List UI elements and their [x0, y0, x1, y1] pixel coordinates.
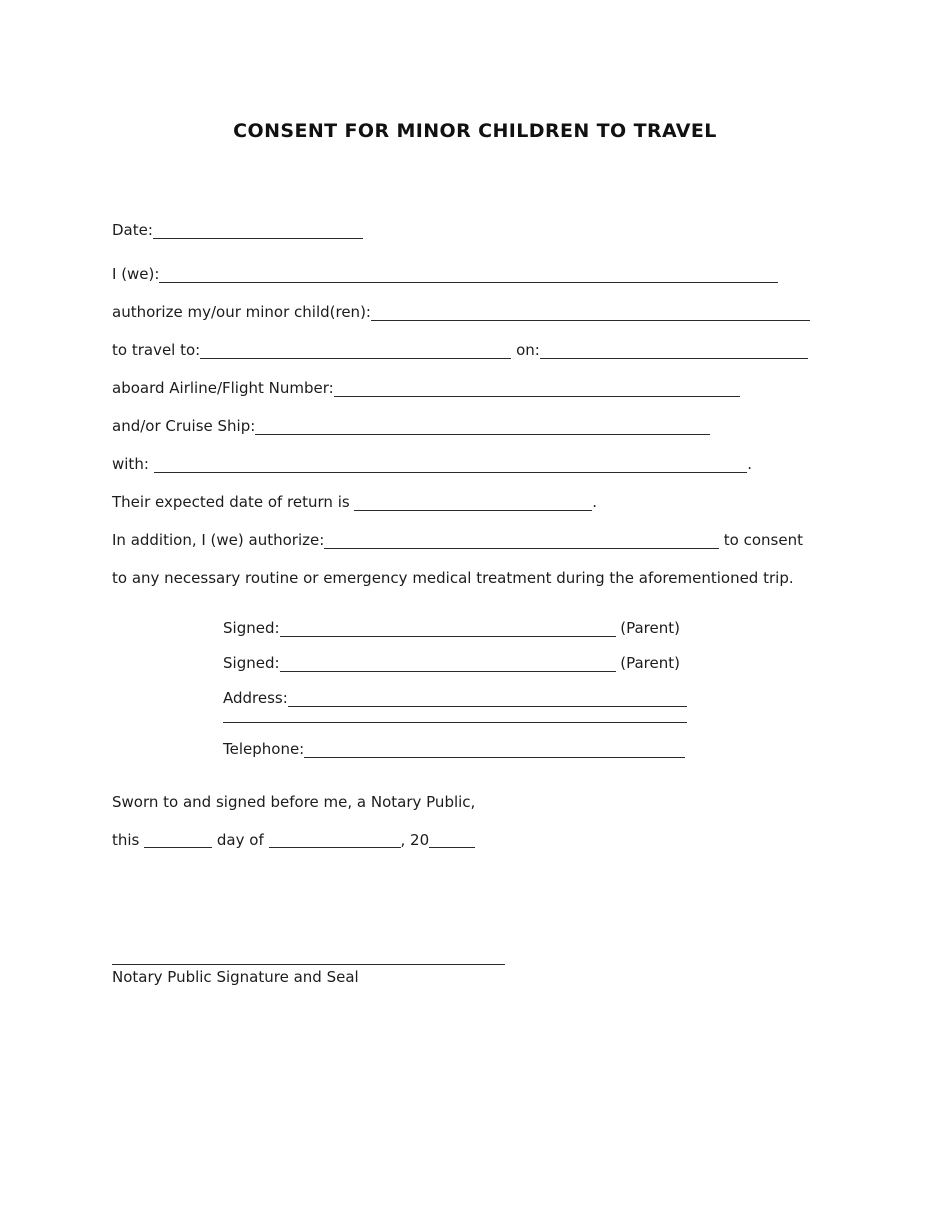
address-blank-field[interactable] — [288, 706, 687, 707]
signed1-label: Signed: — [223, 619, 280, 637]
to-consent-suffix: to consent — [719, 531, 803, 549]
travel-destination-line — [112, 339, 808, 362]
cruise-label: and/or Cruise Ship: — [112, 417, 256, 435]
return-date-line — [112, 491, 597, 514]
notary-date-line — [112, 829, 838, 852]
parent2-signature-blank-field[interactable] — [280, 671, 616, 672]
signed-parent1-line — [223, 617, 680, 640]
airline-blank-field[interactable] — [334, 396, 740, 397]
day-of-label: day of — [212, 831, 269, 849]
cruise-blank-field[interactable] — [255, 434, 710, 435]
signed-parent2-line — [223, 652, 680, 675]
parent-names-line — [112, 263, 778, 286]
form-body — [112, 219, 838, 989]
medical-authorization-line — [112, 529, 803, 552]
signed2-label: Signed: — [223, 654, 280, 672]
signature-block — [223, 617, 838, 761]
telephone-blank-field[interactable] — [304, 757, 685, 758]
parent1-suffix: (Parent) — [615, 619, 680, 637]
date-line — [112, 219, 363, 242]
telephone-label: Telephone: — [223, 740, 305, 758]
this-label: this — [112, 831, 145, 849]
parent-names-blank-field[interactable] — [159, 282, 778, 283]
parent1-signature-blank-field[interactable] — [280, 636, 616, 637]
notary-signature-rule[interactable] — [112, 964, 505, 965]
medical-authorizee-blank-field[interactable] — [324, 548, 719, 549]
destination-blank-field[interactable] — [200, 358, 511, 359]
return-period: . — [592, 493, 597, 511]
authorize-label: In addition, I (we) authorize: — [112, 531, 325, 549]
airline-label: aboard Airline/Flight Number: — [112, 379, 334, 397]
airline-line — [112, 377, 740, 400]
i-we-label: I (we): — [112, 265, 160, 283]
parent2-suffix: (Parent) — [615, 654, 680, 672]
children-blank-field[interactable] — [371, 320, 810, 321]
sworn-statement-text: Sworn to and signed before me, a Notary Public, — [112, 793, 476, 811]
return-date-blank-field[interactable] — [354, 510, 592, 511]
date-blank-field[interactable] — [153, 238, 363, 239]
telephone-line — [223, 738, 685, 761]
travel-date-blank-field[interactable] — [540, 358, 808, 359]
on-label: on: — [511, 341, 540, 359]
document-title: CONSENT FOR MINOR CHILDREN TO TRAVEL — [233, 120, 717, 142]
notary-block — [112, 791, 838, 989]
accompanying-adult-blank-field[interactable] — [154, 472, 748, 473]
address-line — [223, 687, 687, 710]
year-prefix-label: , 20 — [400, 831, 430, 849]
travel-to-label: to travel to: — [112, 341, 201, 359]
accompanying-adult-line — [112, 453, 752, 476]
cruise-line — [112, 415, 710, 438]
with-label: with: — [112, 455, 154, 473]
notary-year-blank-field[interactable] — [429, 837, 475, 848]
with-period: . — [747, 455, 752, 473]
address-label: Address: — [223, 689, 288, 707]
children-label: authorize my/our minor child(ren): — [112, 303, 371, 321]
notary-signature-caption: Notary Public Signature and Seal — [112, 968, 359, 986]
medical-continuation-text: to any necessary routine or emergency medical treatment during the aforementioned trip. — [112, 569, 794, 587]
address-continuation-blank-field[interactable] — [223, 722, 687, 723]
address-continuation-line — [223, 722, 687, 726]
date-label: Date: — [112, 221, 153, 239]
children-line — [112, 301, 810, 324]
return-date-label: Their expected date of return is — [112, 493, 355, 511]
notary-month-blank-field[interactable] — [269, 837, 401, 848]
notary-day-blank-field[interactable] — [144, 837, 212, 848]
